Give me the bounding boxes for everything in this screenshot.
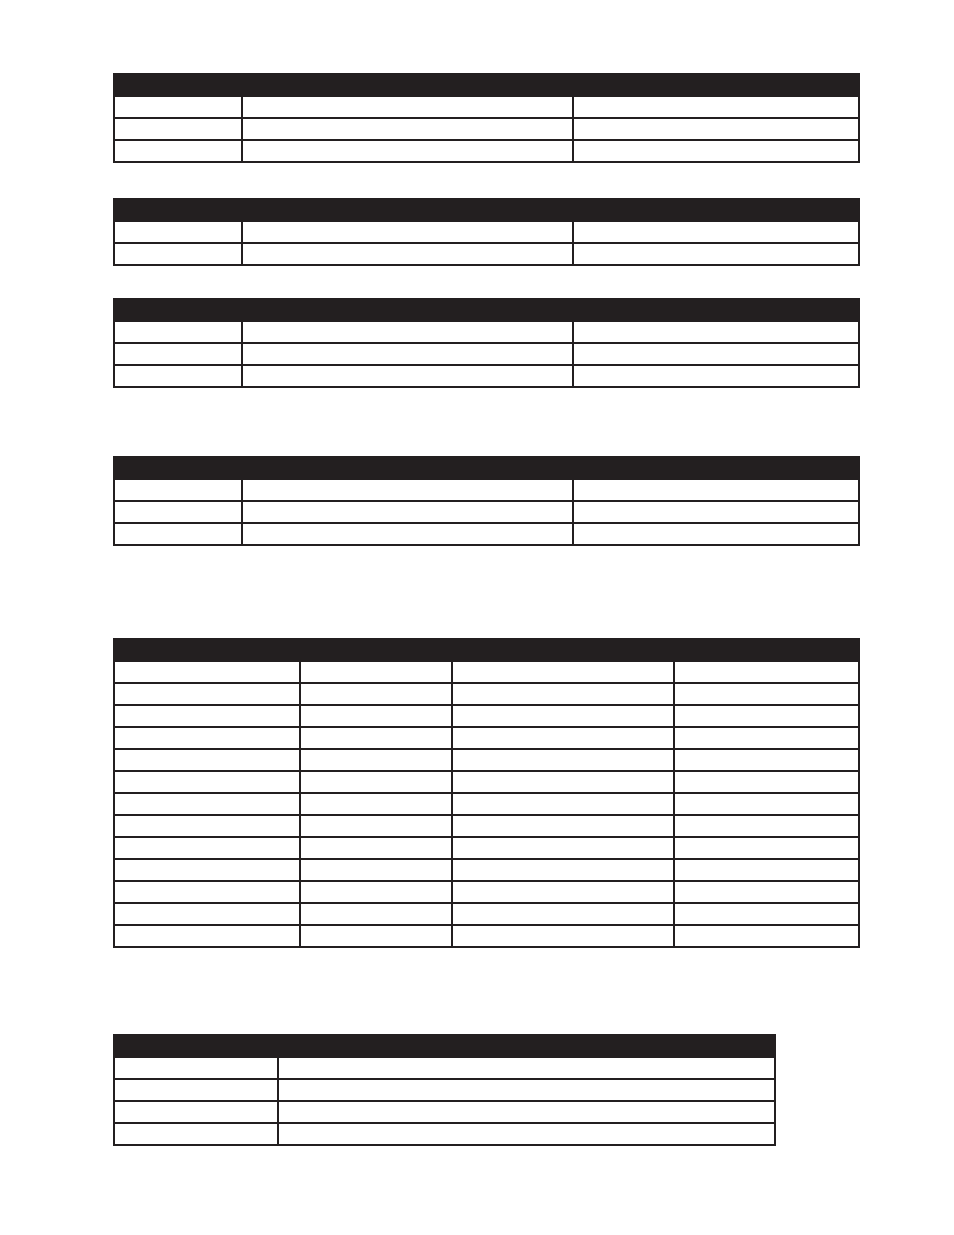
table-cell [300, 749, 452, 771]
table-cell [300, 771, 452, 793]
table-cell [114, 859, 300, 881]
table-row [114, 140, 859, 162]
table-row [114, 479, 859, 501]
table-cell [300, 859, 452, 881]
column-header [452, 639, 674, 661]
table-cell [300, 837, 452, 859]
table-cell [114, 321, 242, 343]
table-cell [452, 793, 674, 815]
column-header [573, 299, 859, 321]
table-cell [278, 1123, 775, 1145]
table-row [114, 661, 859, 683]
table-row [114, 705, 859, 727]
table-row [114, 815, 859, 837]
table-row [114, 1123, 775, 1145]
table-cell [114, 903, 300, 925]
column-header [573, 74, 859, 96]
table-cell [114, 365, 242, 387]
table-cell [573, 501, 859, 523]
table-row [114, 365, 859, 387]
table-cell [452, 771, 674, 793]
table-cell [300, 925, 452, 947]
column-header [573, 199, 859, 221]
table-cell [573, 96, 859, 118]
column-header [242, 457, 573, 479]
table-cell [674, 661, 859, 683]
table-cell [674, 881, 859, 903]
column-header [300, 639, 452, 661]
header-row [114, 457, 859, 479]
column-header [114, 639, 300, 661]
table-cell [300, 683, 452, 705]
table-cell [300, 661, 452, 683]
table-cell [114, 1101, 278, 1123]
header-row [114, 199, 859, 221]
table-row [114, 221, 859, 243]
table-cell [452, 749, 674, 771]
table-cell [674, 903, 859, 925]
column-header [114, 1035, 278, 1057]
column-header [242, 74, 573, 96]
table-cell [114, 881, 300, 903]
table-cell [114, 343, 242, 365]
table-cell [674, 683, 859, 705]
table-3 [113, 298, 860, 388]
column-header [114, 199, 242, 221]
table-cell [278, 1079, 775, 1101]
table-cell [573, 321, 859, 343]
table-row [114, 749, 859, 771]
table-cell [573, 343, 859, 365]
table-cell [674, 925, 859, 947]
column-header [242, 199, 573, 221]
table-cell [300, 815, 452, 837]
header-row [114, 74, 859, 96]
table-row [114, 343, 859, 365]
table-cell [114, 140, 242, 162]
table-row [114, 321, 859, 343]
header-row [114, 299, 859, 321]
table-cell [300, 793, 452, 815]
table-cell [452, 837, 674, 859]
header-row [114, 1035, 775, 1057]
table-1 [113, 73, 860, 163]
table-cell [114, 523, 242, 545]
table-row [114, 1101, 775, 1123]
column-header [242, 299, 573, 321]
table-cell [242, 343, 573, 365]
table-cell [114, 243, 242, 265]
table-cell [114, 1057, 278, 1079]
table-row [114, 727, 859, 749]
table-row [114, 793, 859, 815]
table-row [114, 925, 859, 947]
table-cell [114, 479, 242, 501]
column-header [114, 74, 242, 96]
table-row [114, 881, 859, 903]
table-cell [114, 815, 300, 837]
table-cell [114, 727, 300, 749]
table-cell [452, 727, 674, 749]
table-cell [242, 243, 573, 265]
table-cell [300, 903, 452, 925]
table-row [114, 771, 859, 793]
table-cell [114, 501, 242, 523]
table-cell [674, 859, 859, 881]
table-cell [573, 140, 859, 162]
table-cell [452, 683, 674, 705]
table-cell [452, 705, 674, 727]
table-cell [452, 859, 674, 881]
table-cell [242, 479, 573, 501]
table-cell [242, 118, 573, 140]
table-cell [452, 815, 674, 837]
table-cell [573, 221, 859, 243]
table-row [114, 1057, 775, 1079]
table-cell [452, 925, 674, 947]
table-cell [114, 661, 300, 683]
table-row [114, 837, 859, 859]
table-cell [242, 365, 573, 387]
table-cell [114, 221, 242, 243]
table-row [114, 903, 859, 925]
column-header [114, 457, 242, 479]
table-cell [674, 793, 859, 815]
table-cell [242, 501, 573, 523]
header-row [114, 639, 859, 661]
table-cell [300, 705, 452, 727]
table-row [114, 1079, 775, 1101]
table-cell [674, 771, 859, 793]
table-cell [452, 661, 674, 683]
table-cell [114, 793, 300, 815]
table-cell [242, 523, 573, 545]
column-header [674, 639, 859, 661]
table-cell [300, 881, 452, 903]
table-cell [278, 1057, 775, 1079]
table-row [114, 523, 859, 545]
table-cell [573, 523, 859, 545]
table-6 [113, 1034, 776, 1146]
table-cell [114, 837, 300, 859]
table-cell [674, 815, 859, 837]
table-cell [242, 140, 573, 162]
table-5 [113, 638, 860, 948]
table-2 [113, 198, 860, 266]
table-cell [114, 1123, 278, 1145]
table-cell [114, 771, 300, 793]
table-row [114, 96, 859, 118]
table-cell [300, 727, 452, 749]
table-cell [114, 683, 300, 705]
table-cell [242, 221, 573, 243]
column-header [278, 1035, 775, 1057]
table-cell [573, 243, 859, 265]
table-cell [242, 321, 573, 343]
table-row [114, 501, 859, 523]
table-cell [114, 749, 300, 771]
table-cell [674, 705, 859, 727]
table-cell [674, 727, 859, 749]
table-cell [452, 903, 674, 925]
table-cell [452, 881, 674, 903]
table-cell [674, 837, 859, 859]
table-cell [278, 1101, 775, 1123]
table-cell [573, 118, 859, 140]
column-header [114, 299, 242, 321]
table-cell [573, 479, 859, 501]
table-cell [114, 96, 242, 118]
table-4 [113, 456, 860, 546]
table-row [114, 118, 859, 140]
table-cell [573, 365, 859, 387]
table-cell [114, 705, 300, 727]
column-header [573, 457, 859, 479]
table-cell [114, 925, 300, 947]
table-row [114, 683, 859, 705]
table-row [114, 243, 859, 265]
table-row [114, 859, 859, 881]
table-cell [674, 749, 859, 771]
table-cell [242, 96, 573, 118]
table-cell [114, 118, 242, 140]
table-cell [114, 1079, 278, 1101]
